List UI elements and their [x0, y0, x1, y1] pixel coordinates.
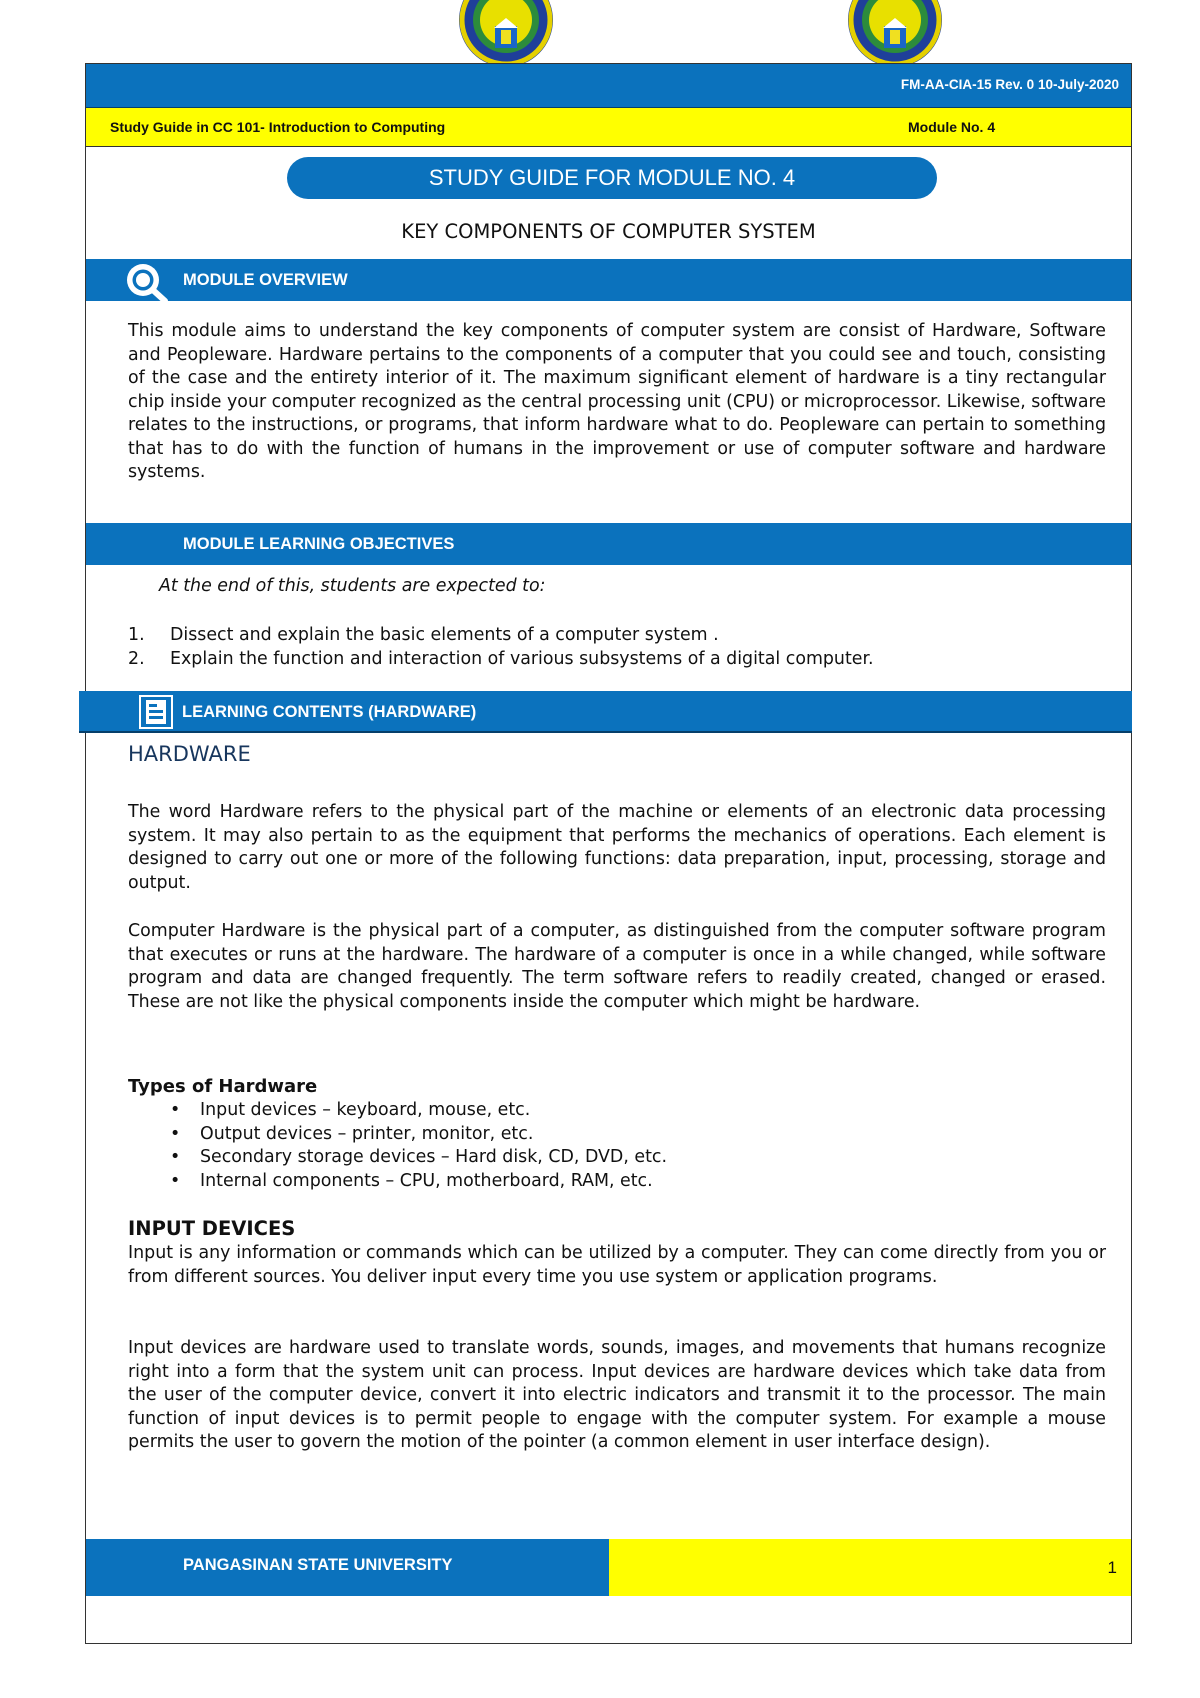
- university-seal-right: [847, 0, 943, 68]
- page-frame: [85, 63, 1132, 1644]
- subject-bar: [86, 108, 1131, 147]
- input-devices-paragraph-2: Input devices are hardware used to translate words, sounds, images, and movements that humans recognize right into a form that the system unit can process. Input devices are hardware devices which take data from the user of the computer device, convert it into electric indicators and transmit it to the processor. The main function of input devices is to permit people to engage with the computer system. For example a mouse permits the user to govern the motion of the pointer (a common element in user interface design).: [128, 1338, 1106, 1452]
- list-text: Input devices – keyboard, mouse, etc.: [200, 1100, 531, 1120]
- university-name: PANGASINAN STATE UNIVERSITY: [183, 1556, 453, 1574]
- list-item: [128, 648, 874, 672]
- input-devices-heading: INPUT DEVICES: [128, 1217, 296, 1240]
- list-text: Dissect and explain the basic elements of a computer system .: [170, 625, 719, 645]
- list-item: [128, 624, 874, 648]
- section-objectives-band: [86, 523, 1131, 565]
- magnifier-icon: [124, 262, 170, 302]
- subject-title: Study Guide in CC 101- Introduction to Computing: [110, 119, 446, 135]
- section-overview-band: [86, 259, 1131, 301]
- list-item: [128, 1123, 667, 1147]
- list-item: [128, 1170, 667, 1194]
- footer-page-bar: [609, 1539, 1131, 1596]
- hardware-paragraph-1: The word Hardware refers to the physical part of the machine or elements of an electronic data processing system. It may also pertain to as the equipment that performs the mechanics of operations. Each element is designed to carry out one or more of the following functions: data preparation, input, processing, storage and output.: [128, 802, 1106, 893]
- list-text: Secondary storage devices – Hard disk, CD, DVD, etc.: [200, 1147, 667, 1167]
- list-item: [128, 1099, 667, 1123]
- page-title: KEY COMPONENTS OF COMPUTER SYSTEM: [401, 220, 816, 243]
- types-heading: Types of Hardware: [128, 1076, 318, 1097]
- university-seal-left: [458, 0, 554, 68]
- study-guide-pill: STUDY GUIDE FOR MODULE NO. 4: [287, 157, 937, 199]
- module-number: Module No. 4: [908, 119, 996, 135]
- overview-text: This module aims to understand the key components of computer system are consist of Hardware, Software and Peopleware. Hardware pertains to the components of a computer that you could see and touch, consisting of the case and the entirety interior of it. The maximum significant element of hardware is a tiny rectangular chip inside your computer recognized as the central processing unit (CPU) or microprocessor. Likewise, software relates to the instructions, or programs, that inform hardware what to do. Peopleware can pertain to something that has to do with the function of humans in the improvement or use of computer software and hardware systems.: [128, 321, 1106, 482]
- bullet-icon: •: [170, 1147, 181, 1167]
- bullet-icon: •: [170, 1123, 181, 1144]
- input-devices-paragraph-1: Input is any information or commands which can be utilized by a computer. They can come directly from you or from different sources. You deliver input every time you use system or application programs.: [128, 1243, 1106, 1287]
- list-text: Output devices – printer, monitor, etc.: [200, 1123, 534, 1144]
- header-bar: [86, 64, 1131, 108]
- hardware-heading: HARDWARE: [128, 742, 251, 766]
- objectives-intro: At the end of this, students are expected to:: [159, 576, 546, 596]
- document-icon: [139, 695, 173, 729]
- list-text: Internal components – CPU, motherboard, RAM, etc.: [200, 1170, 653, 1191]
- list-text: Explain the function and interaction of various subsystems of a digital computer.: [170, 648, 874, 669]
- hardware-paragraph-2: Computer Hardware is the physical part of a computer, as distinguished from the computer software program that executes or runs at the hardware. The hardware of a computer is once in a while changed, while software program and data are changed frequently. The term software refers to readily created, changed or erased. These are not like the physical components inside the computer which might be hardware.: [128, 921, 1106, 1012]
- list-number: 2.: [128, 648, 145, 669]
- section-objectives-label: MODULE LEARNING OBJECTIVES: [183, 535, 455, 553]
- page-number: 1: [1107, 1558, 1117, 1577]
- hardware-types-list: [128, 1099, 667, 1193]
- bullet-icon: •: [170, 1100, 181, 1120]
- bullet-icon: •: [170, 1170, 181, 1191]
- objectives-list: [128, 624, 874, 671]
- section-contents-band: [79, 691, 1132, 733]
- list-item: [128, 1146, 667, 1170]
- section-contents-label: LEARNING CONTENTS (HARDWARE): [182, 703, 477, 721]
- list-number: 1.: [128, 625, 145, 645]
- footer-university-bar: [86, 1539, 609, 1596]
- form-code: FM-AA-CIA-15 Rev. 0 10-July-2020: [900, 77, 1119, 92]
- section-overview-label: MODULE OVERVIEW: [183, 271, 348, 289]
